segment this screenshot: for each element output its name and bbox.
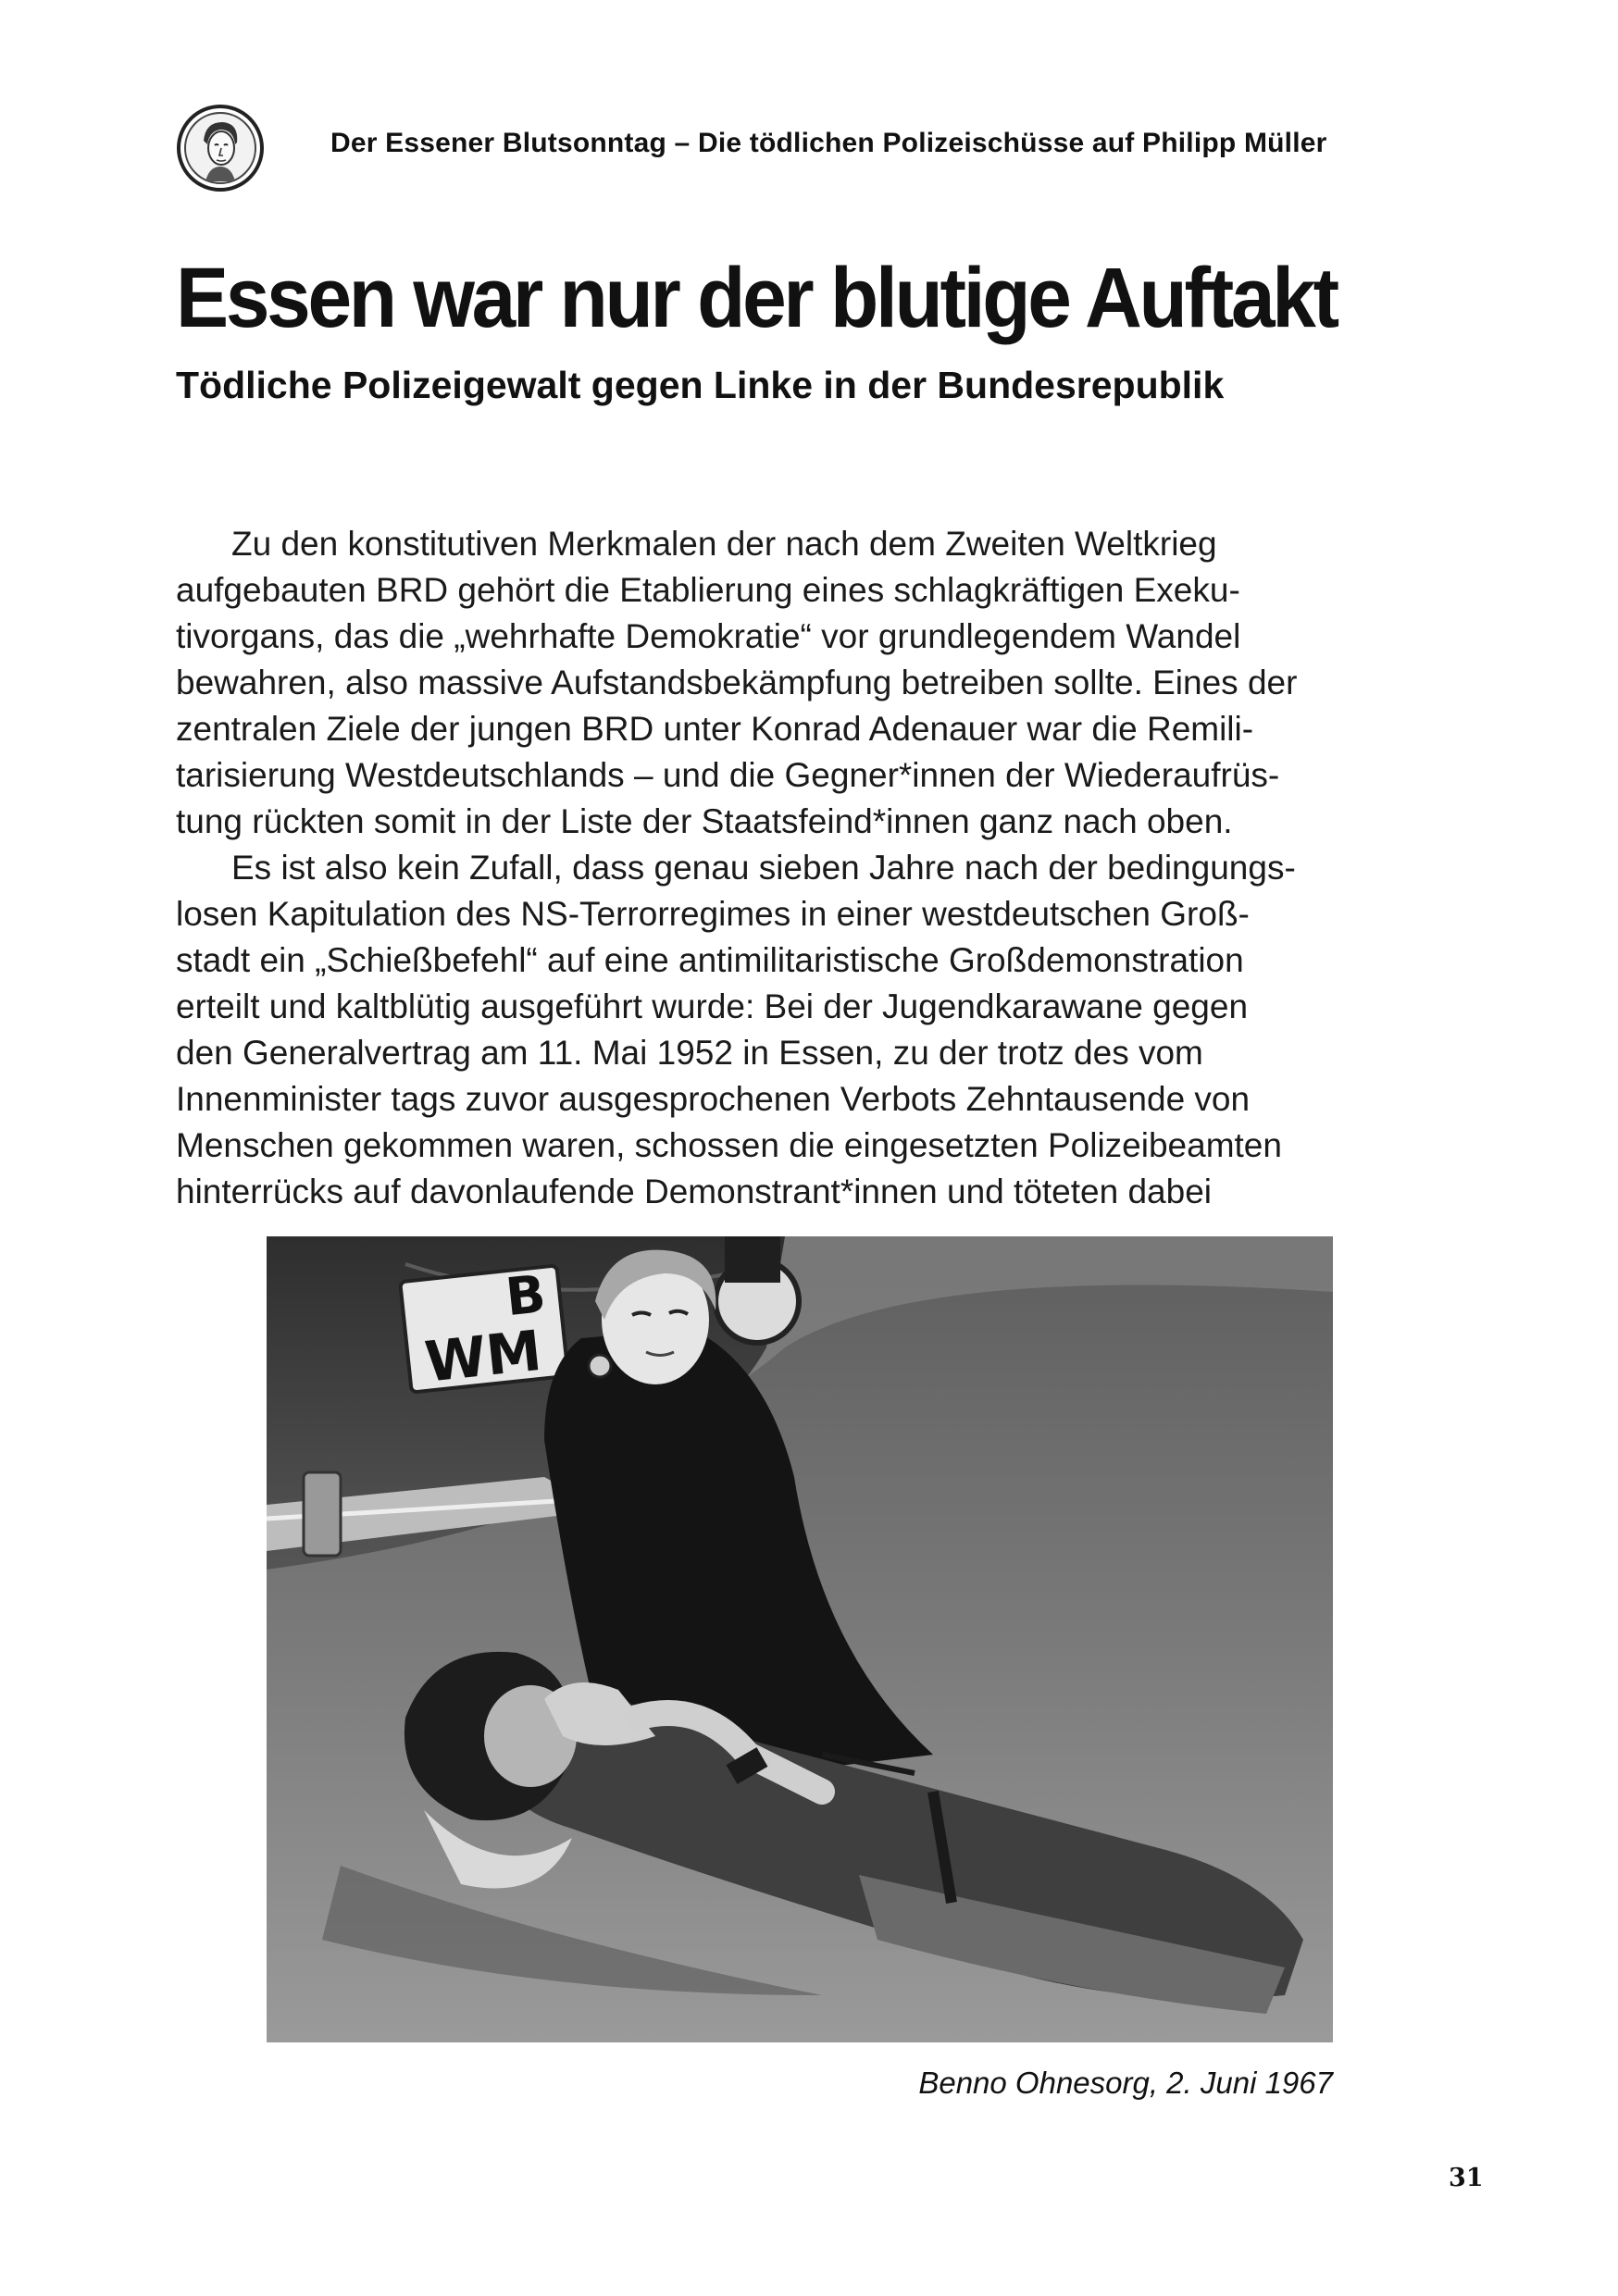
- portrait-medallion-icon: [176, 104, 265, 192]
- text-line: Menschen gekommen waren, schossen die eingesetzten Polizeibeamten: [176, 1126, 1282, 1164]
- historical-photo: [267, 1236, 1333, 2042]
- text-line: losen Kapitulation des NS-Terrorregimes in einer westdeutschen Groß-: [176, 895, 1250, 933]
- page-subtitle: Tödliche Polizeigewalt gegen Linke in der Bundesrepublik: [176, 364, 1225, 406]
- text-line: tarisierung Westdeutschlands – und die Gegner*innen der Wiederaufrüs-: [176, 756, 1280, 794]
- text-line: den Generalvertrag am 11. Mai 1952 in Essen, zu der trotz des vom: [176, 1034, 1203, 1072]
- text-line: Innenminister tags zuvor ausgesprochenen Verbots Zehntausende von: [176, 1080, 1251, 1118]
- text-line: Zu den konstitutiven Merkmalen der nach dem Zweiten Weltkrieg: [231, 525, 1217, 563]
- page-title: Essen war nur der blutige Auftakt: [176, 251, 1337, 345]
- text-line: zentralen Ziele der jungen BRD unter Konrad Adenauer war die Remili-: [176, 710, 1254, 748]
- text-line: bewahren, also massive Aufstandsbekämpfung betreiben sollte. Eines der: [176, 664, 1298, 701]
- text-line: hinterrücks auf davonlaufende Demonstrant*innen und töteten dabei: [176, 1173, 1212, 1210]
- text-line: tivorgans, das die „wehrhafte Demokratie“ vor grundlegendem Wandel: [176, 617, 1241, 655]
- page-number: 31: [1449, 2164, 1484, 2192]
- plate-letters-bottom: WM: [421, 1318, 545, 1396]
- photo-caption: Benno Ohnesorg, 2. Juni 1967: [918, 2066, 1333, 2100]
- body-text: [176, 521, 1453, 1215]
- plate-letter-top: B: [503, 1264, 549, 1329]
- text-line: aufgebauten BRD gehört die Etablierung eines schlagkräftigen Exeku-: [176, 571, 1240, 609]
- text-line: tung rückten somit in der Liste der Staatsfeind*innen ganz nach oben.: [176, 802, 1233, 840]
- text-line: erteilt und kaltblütig ausgeführt wurde: Bei der Jugendkarawane gegen: [176, 987, 1249, 1025]
- running-header: Der Essener Blutsonntag – Die tödlichen Polizeischüsse auf Philipp Müller: [330, 128, 1327, 158]
- text-line: stadt ein „Schießbefehl“ auf eine antimilitaristische Großdemonstration: [176, 941, 1244, 979]
- text-line: Es ist also kein Zufall, dass genau sieben Jahre nach der bedingungs-: [231, 849, 1296, 887]
